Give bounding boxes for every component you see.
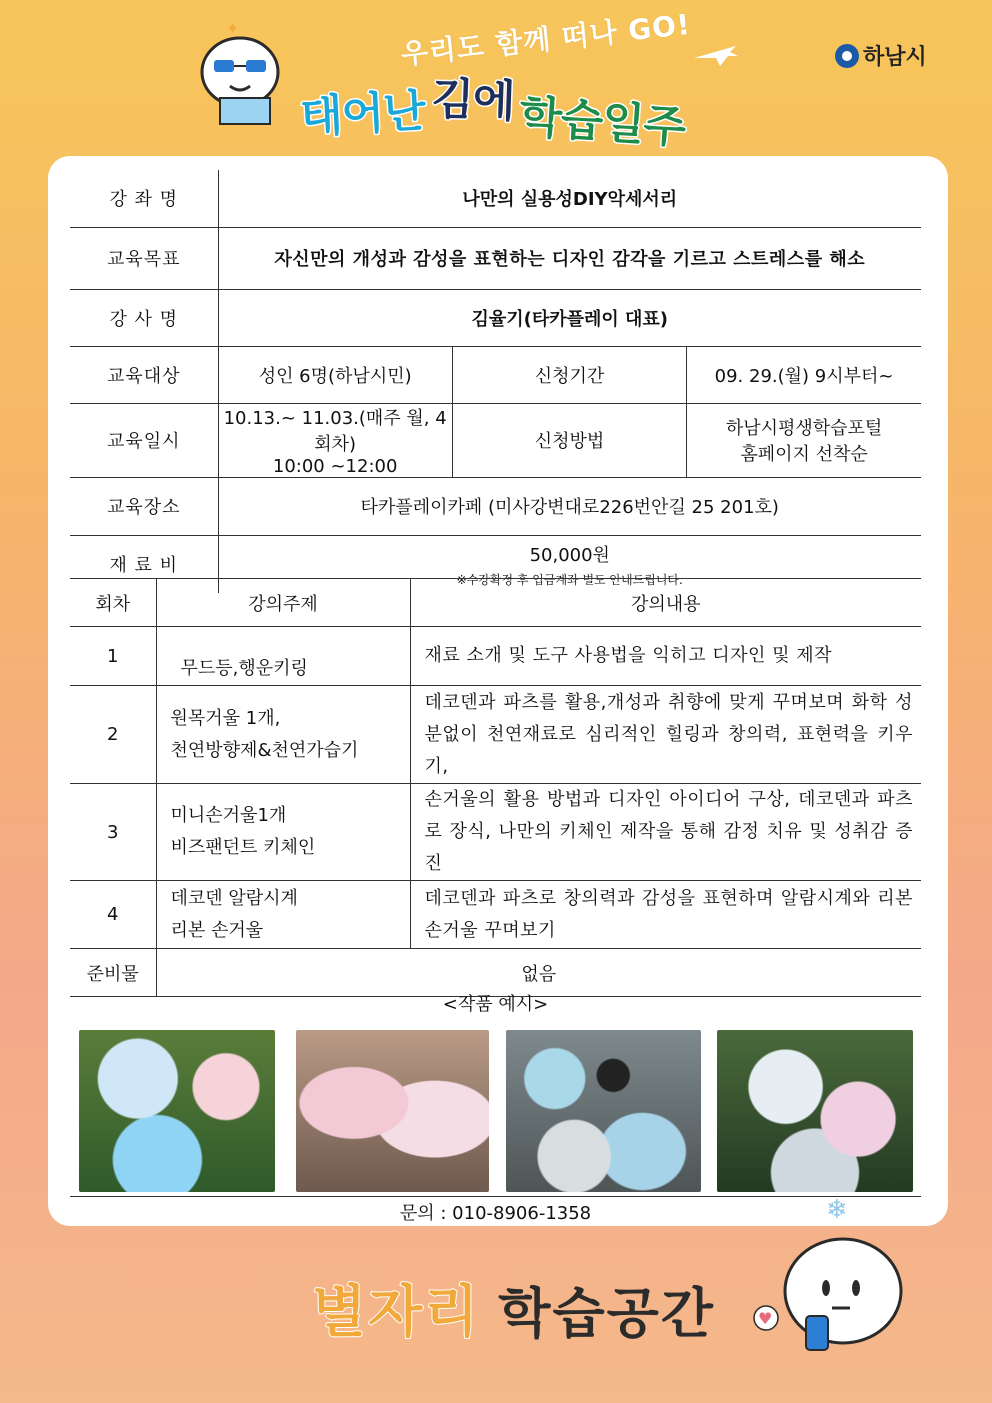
place-label: 교육장소: [70, 477, 218, 535]
session-topic: [156, 881, 410, 949]
footer-logo-star: 별자리: [312, 1280, 481, 1345]
title-word-2: 김에: [429, 73, 515, 128]
fee-label: 재 료 비: [70, 535, 218, 593]
header-topic: 강의주제: [156, 579, 410, 627]
table-row: [70, 686, 921, 784]
session-topic-line-1: 무드등,행운키링: [180, 658, 308, 679]
session-topic: [156, 627, 410, 686]
supplies-label: 준비물: [70, 949, 156, 997]
header-content: 강의내용: [410, 579, 921, 627]
mascot-phone-icon: [748, 1196, 918, 1371]
schedule-value: [218, 403, 452, 477]
goal-label: 교육목표: [70, 227, 218, 289]
session-content: 재료 소개 및 도구 사용법을 익히고 디자인 및 제작: [410, 627, 921, 686]
apply-period-label: 신청기간: [452, 346, 686, 403]
city-logo-text: 하남시: [863, 45, 927, 70]
fee-amount: 50,000원: [529, 544, 610, 566]
schedule-line-2: 10:00 ~12:00: [272, 455, 398, 477]
session-no: 2: [70, 686, 156, 784]
svg-text:❄: ❄: [826, 1196, 848, 1225]
footer-logo-space: 학습공간: [498, 1282, 715, 1345]
example-photo-3: [506, 1030, 701, 1192]
target-value: 성인 6명(하남시민): [218, 346, 452, 403]
session-no: 3: [70, 784, 156, 881]
gallery-title: <작품 예시>: [442, 994, 549, 1015]
session-no: 4: [70, 881, 156, 949]
apply-method-value: [687, 403, 921, 477]
session-content: 데코덴과 파츠로 창의력과 감성을 표현하며 알람시계와 리본 손거울 꾸며보기: [410, 881, 921, 949]
instructor-name: 김율기(타카플레이 대표): [218, 289, 921, 346]
place-value: 타카플레이카페 (미사강변대로226번안길 25 201호): [218, 477, 921, 535]
session-content: 손거울의 활용 방법과 디자인 아이디어 구상, 데코덴과 파츠로 장식, 나만의 키체인 제작을 통해 감정 치유 및 성취감 증진: [410, 784, 921, 881]
header-session-no: 회차: [70, 579, 156, 627]
apply-period-value: 09. 29.(월) 9시부터~: [687, 346, 921, 403]
course-title: 나만의 실용성DIY악세서리: [218, 170, 921, 227]
session-topic: [156, 784, 410, 881]
session-topic-line-1: 원목거울 1개,: [170, 707, 281, 729]
header: [0, 0, 992, 154]
session-topic-line-2: 비즈팬던트 키체인: [170, 837, 316, 858]
city-logo: [835, 40, 927, 71]
svg-text:✦: ✦: [226, 19, 240, 38]
session-content: 데코덴과 파츠를 활용,개성과 취향에 맞게 꾸며보며 화학 성분없이 천연재료로 심리적인 힐링과 창의력, 표현력을 키우기,: [410, 686, 921, 784]
fee-note: ※수강확정 후 입금계좌 별도 안내드립니다.: [456, 572, 683, 587]
course-label: 강 좌 명: [70, 170, 218, 227]
apply-method-line-2: 홈페이지 선착순: [740, 444, 868, 465]
session-table: [70, 578, 921, 997]
session-topic-line-2: 리본 손거울: [170, 919, 264, 941]
session-topic-line-1: 미니손거울1개: [170, 805, 287, 826]
table-row: [70, 784, 921, 881]
instructor-label: 강 사 명: [70, 289, 218, 346]
target-label: 교육대상: [70, 346, 218, 403]
title-word-1: 태어난: [298, 85, 427, 144]
example-photo-1: [79, 1030, 275, 1192]
supplies-value: 없음: [156, 949, 921, 997]
apply-method-label: 신청방법: [452, 403, 686, 477]
session-topic-line-2: 천연방향제&천연가습기: [170, 739, 359, 761]
slogan: 우리도 함께 떠나 GO!: [399, 7, 693, 72]
schedule-label: 교육일시: [70, 403, 218, 477]
course-info-table: [70, 170, 921, 593]
example-photo-4: [717, 1030, 913, 1192]
example-photo-2: [296, 1030, 489, 1192]
title-word-3: 학습일주: [517, 91, 687, 154]
session-topic: [156, 686, 410, 784]
goal-text: 자신만의 개성과 감성을 표현하는 디자인 감각을 기르고 스트레스를 해소: [218, 227, 921, 289]
session-topic-line-1: 데코덴 알람시계: [170, 887, 298, 909]
footer-logo: [312, 1268, 715, 1348]
contact-info: 문의 : 010-8906-1358: [70, 1196, 921, 1225]
mascot-map-icon: [190, 14, 290, 134]
city-emblem-icon: [835, 44, 859, 68]
schedule-line-1: 10.13.~ 11.03.(매주 월, 4회차): [223, 407, 447, 455]
title-banner: [298, 73, 687, 154]
svg-text:♥: ♥: [758, 1309, 773, 1328]
apply-method-line-1: 하남시평생학습포털: [725, 418, 883, 439]
table-row: [70, 627, 921, 686]
table-row: [70, 881, 921, 949]
session-no: 1: [70, 627, 156, 686]
airplane-icon: [690, 36, 740, 76]
